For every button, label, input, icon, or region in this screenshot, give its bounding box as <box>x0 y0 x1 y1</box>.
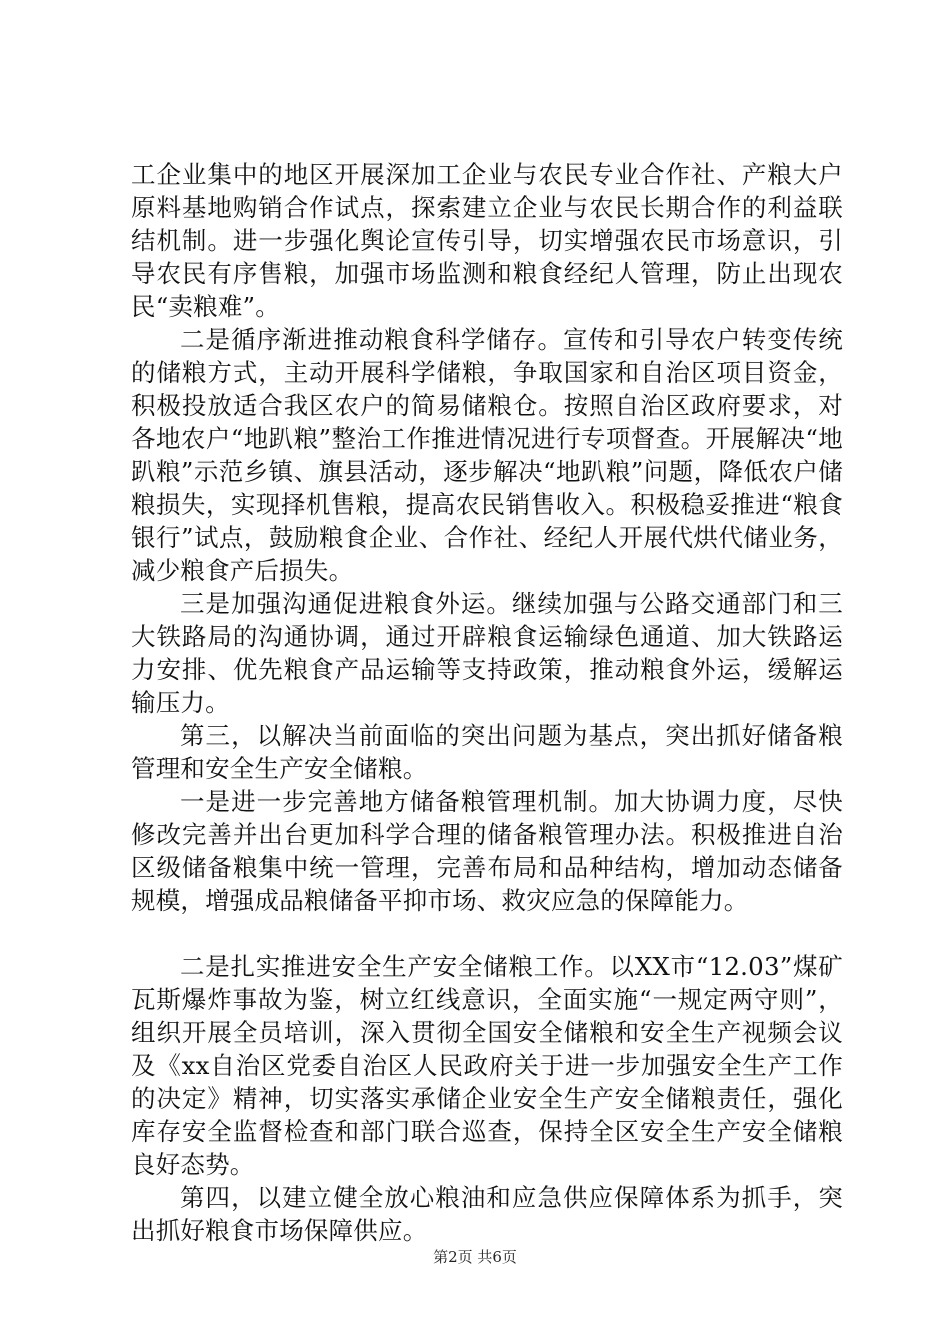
paragraph-section-four: 第四，以建立健全放心粮油和应急供应保障体系为抓手，突出抓好粮食市场保障供应。 <box>131 1183 843 1245</box>
document-body <box>131 158 843 1247</box>
page-footer: 第2页 共6页 <box>433 1248 517 1266</box>
paragraph-grain-transport: 三是加强沟通促进粮食外运。继续加强与公路交通部门和三大铁路局的沟通协调，通过开辟粮食运输绿色通道、加大铁路运力安排、优先粮食产品运输等支持政策，推动粮食外运，缓解运输压力。 <box>131 589 843 717</box>
paragraph-continued: 工企业集中的地区开展深加工企业与农民专业合作社、产粮大户原料基地购销合作试点，探索建立企业与农民长期合作的利益联结机制。进一步强化舆论宣传引导，切实增强农民市场意识，引导农民有序售粮，加强市场监测和粮食经纪人管理，防止出现农民“卖粮难”。 <box>131 160 843 321</box>
paragraph-spacer <box>131 917 843 950</box>
paragraph-safety-production: 二是扎实推进安全生产安全储粮工作。以XX市“12.03”煤矿瓦斯爆炸事故为鉴，树立红线意识，全面实施“一规定两守则”，组织开展全员培训，深入贯彻全国安全储粮和安全生产视频会议及《xx自治区党委自治区人民政府关于进一步加强安全生产工作的决定》精神，切实落实承储企业安全生产安全储粮责任，强化库存安全监督检查和部门联合巡查，保持全区安全生产安全储粮良好态势。 <box>131 952 843 1179</box>
paragraph-section-three: 第三，以解决当前面临的突出问题为基点，突出抓好储备粮管理和安全生产安全储粮。 <box>131 721 843 783</box>
paragraph-grain-storage: 二是循序渐进推动粮食科学储存。宣传和引导农户转变传统的储粮方式，主动开展科学储粮，争取国家和自治区项目资金，积极投放适合我区农户的简易储粮仓。按照自治区政府要求，对各地农户“地趴粮”整治工作推进情况进行专项督查。开展解决“地趴粮”示范乡镇、旗县活动，逐步解决“地趴粮”问题，降低农户储粮损失，实现择机售粮，提高农民销售收入。积极稳妥推进“粮食银行”试点，鼓励粮食企业、合作社、经纪人开展代烘代储业务，减少粮食产后损失。 <box>131 325 843 585</box>
paragraph-reserve-management: 一是进一步完善地方储备粮管理机制。加大协调力度，尽快修改完善并出台更加科学合理的储备粮管理办法。积极推进自治区级储备粮集中统一管理，完善布局和品种结构，增加动态储备规模，增强成品粮储备平抑市场、救灾应急的保障能力。 <box>131 787 843 915</box>
